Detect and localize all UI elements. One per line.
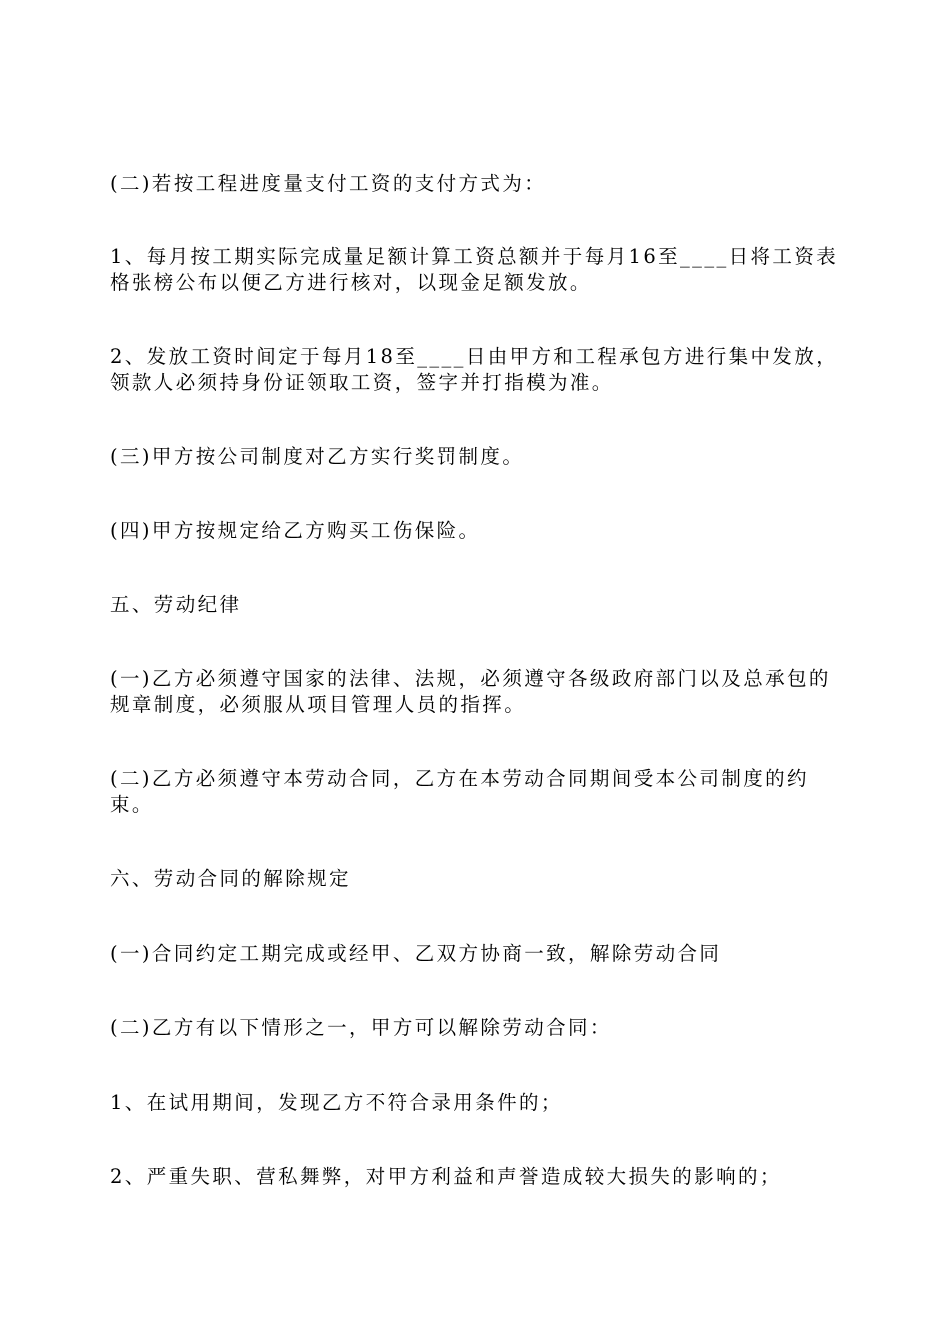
paragraph-serious-misconduct: 2、严重失职、营私舞弊，对甲方利益和声誉造成较大损失的影响的； [110,1165,782,1188]
paragraph-probation-condition: 1、在试用期间，发现乙方不符合录用条件的； [110,1091,563,1114]
paragraph-injury-insurance: (四)甲方按规定给乙方购买工伤保险。 [110,519,481,542]
paragraph-monthly-wage-calculation: 1、每月按工期实际完成量足额计算工资总额并于每月16至____日将工资表格张榜公布以便乙方进行核对，以现金足额发放。 [110,245,839,294]
paragraph-obey-contract: (二)乙方必须遵守本劳动合同，乙方在本劳动合同期间受本公司制度的约束。 [110,767,809,816]
paragraph-termination-conditions: (二)乙方有以下情形之一，甲方可以解除劳动合同： [110,1016,612,1039]
section-heading-contract-termination: 六、劳动合同的解除规定 [110,867,351,890]
paragraph-wage-distribution-time: 2、发放工资时间定于每月18至____日由甲方和工程承包方进行集中发放，领款人必须持身份证领取工资，签字并打指模为准。 [110,345,839,394]
paragraph-obey-laws: (一)乙方必须遵守国家的法律、法规，必须遵守各级政府部门以及总承包的规章制度，必须服从项目管理人员的指挥。 [110,667,831,716]
section-heading-labor-discipline: 五、劳动纪律 [110,593,242,616]
paragraph-payment-method-heading: (二)若按工程进度量支付工资的支付方式为： [110,172,547,195]
paragraph-reward-penalty: (三)甲方按公司制度对乙方实行奖罚制度。 [110,445,525,468]
paragraph-mutual-termination: (一)合同约定工期完成或经甲、乙双方协商一致，解除劳动合同 [110,942,722,965]
